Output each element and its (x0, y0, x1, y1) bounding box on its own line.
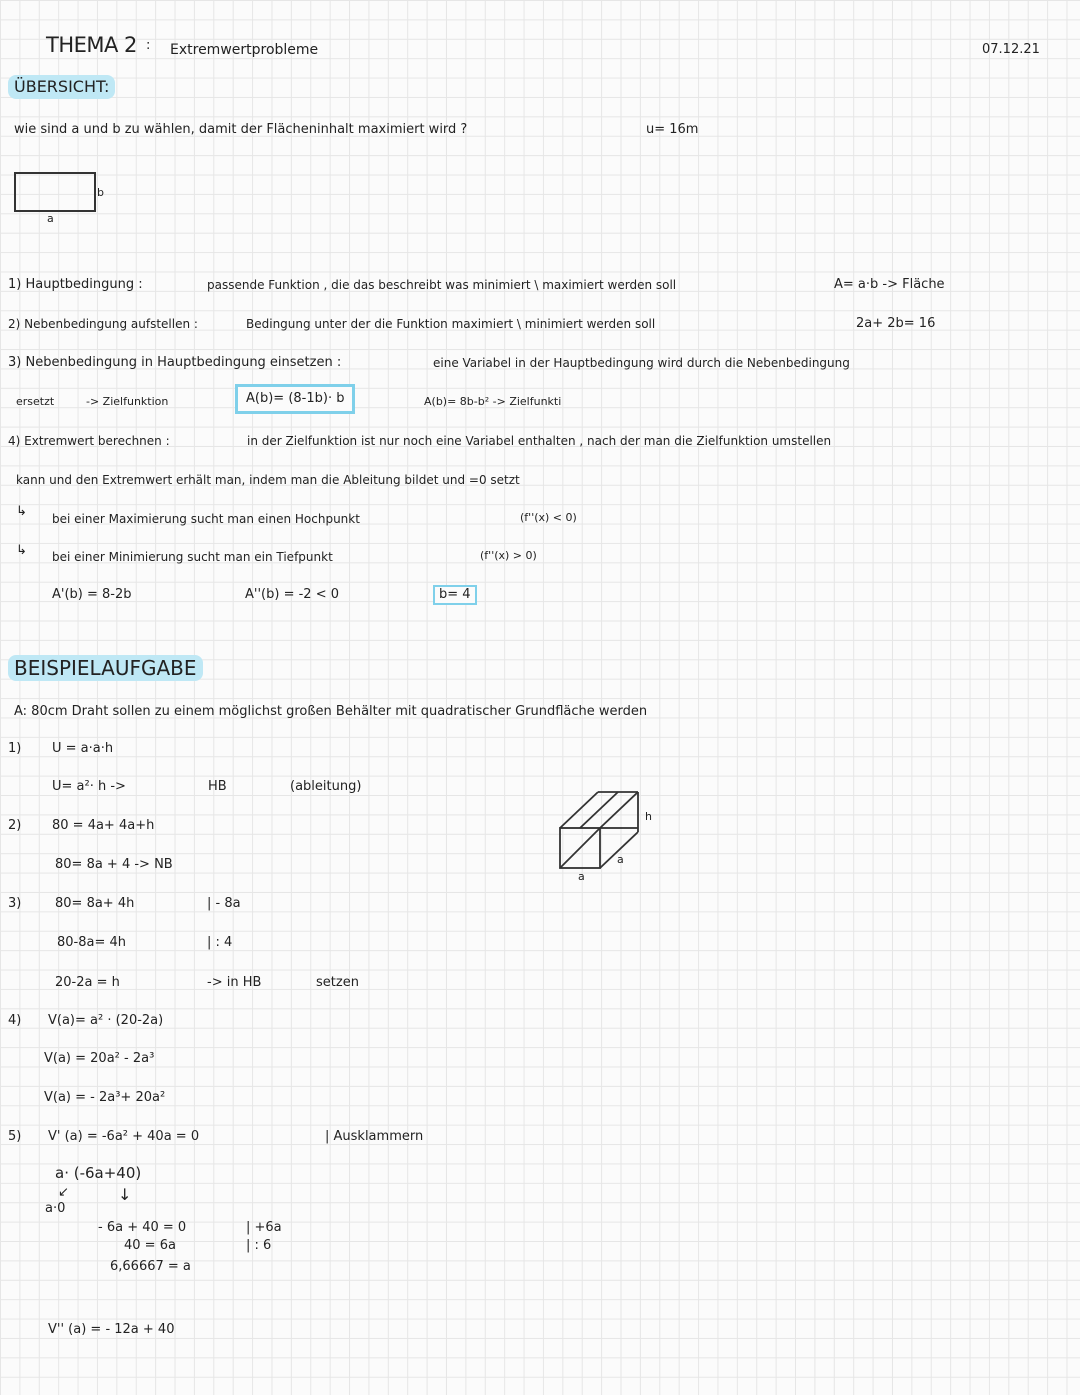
target-function-box: A(b)= (8-1b)· b (235, 384, 355, 414)
rect-label-a: a (47, 212, 54, 225)
example-line-1: U = a·a·h (52, 741, 114, 756)
step3-arrow: -> Zielfunktion (86, 395, 169, 408)
step1-formula: A= a·b -> Fläche (834, 277, 945, 292)
title-colon: : (146, 38, 151, 53)
step4-label: 4) Extremwert berechnen : (8, 434, 170, 448)
step2-formula: 2a+ 2b= 16 (856, 316, 936, 331)
example-line-9: V(a) = 20a² - 2a³ (44, 1051, 155, 1066)
step3-result: A(b)= 8b-b² -> Zielfunkti (424, 395, 562, 408)
step4-continuation: kann und den Extremwert erhält man, indem man die Ableitung bildet und =0 setzt (16, 473, 520, 487)
example-line-5: 80= 8a+ 4h (55, 896, 135, 911)
example-heading: BEISPIELAUFGABE (8, 655, 203, 681)
example-line-7-note: setzen (316, 975, 359, 990)
example-step1-number: 1) (8, 741, 22, 756)
maximization-condition: (f''(x) < 0) (520, 511, 577, 524)
example-line-7-arrow: -> in HB (207, 975, 262, 990)
example-line-15-operation: | : 6 (246, 1238, 272, 1253)
example-line-16: 6,66667 = a (110, 1259, 191, 1274)
example-line-11: V' (a) = -6a² + 40a = 0 (48, 1129, 200, 1144)
example-line-17: V'' (a) = - 12a + 40 (48, 1322, 175, 1337)
example-line-3: 80 = 4a+ 4a+h (52, 818, 155, 833)
example-line-15: 40 = 6a (124, 1238, 176, 1253)
example-line-14-operation: | +6a (246, 1220, 282, 1235)
maximization-text: bei einer Maximierung sucht man einen Hochpunkt (52, 512, 360, 526)
minimization-text: bei einer Minimierung sucht man ein Tiefpunkt (52, 550, 333, 564)
arrow-icon-min: ↳ (16, 543, 27, 558)
overview-question: wie sind a und b zu wählen, damit der Flächeninhalt maximiert wird ? (14, 122, 468, 137)
page-subtitle: Extremwertprobleme (170, 42, 319, 58)
example-task: A: 80cm Draht sollen zu einem möglichst großen Behälter mit quadratischer Grundfläche werden (14, 704, 648, 719)
rectangle-sketch (14, 172, 96, 212)
overview-heading: ÜBERSICHT: (8, 75, 115, 99)
cuboid-label-h: h (645, 810, 652, 823)
date-label: 07.12.21 (982, 42, 1040, 57)
first-derivative: A'(b) = 8-2b (52, 587, 132, 602)
example-step3-number: 3) (8, 896, 22, 911)
example-line-10: V(a) = - 2a³+ 20a² (44, 1090, 166, 1105)
arrow-icon-max: ↳ (16, 504, 27, 519)
example-line-5-operation: | - 8a (207, 896, 241, 911)
example-line-14: - 6a + 40 = 0 (98, 1220, 187, 1235)
example-line-2: U= a²· h -> (52, 779, 126, 794)
example-line-6-operation: | : 4 (207, 935, 233, 950)
example-line-8: V(a)= a² · (20-2a) (48, 1013, 164, 1028)
result-box: b= 4 (433, 585, 477, 605)
perimeter-value: u= 16m (646, 122, 699, 137)
minimization-condition: (f''(x) > 0) (480, 549, 537, 562)
step2-text: Bedingung unter der die Funktion maximiert \ minimiert werden soll (246, 317, 656, 331)
example-step2-number: 2) (8, 818, 22, 833)
cuboid-label-a-right: a (617, 853, 624, 866)
step4-text: in der Zielfunktion ist nur noch eine Variabel enthalten , nach der man die Zielfunktion umstellen (247, 434, 832, 448)
page-title: THEMA 2 (46, 33, 137, 57)
cuboid-sketch (556, 786, 646, 876)
rect-label-b: b (97, 186, 104, 199)
example-step4-number: 4) (8, 1013, 22, 1028)
arrow-down-left-icon: ↙ (58, 1185, 69, 1200)
step2-label: 2) Nebenbedingung aufstellen : (8, 317, 198, 331)
example-line-4: 80= 8a + 4 -> NB (55, 857, 173, 872)
step1-text: passende Funktion , die das beschreibt was minimiert \ maximiert werden soll (207, 278, 677, 292)
arrow-down-icon: ↓ (118, 1185, 132, 1204)
step3-text: eine Variabel in der Hauptbedingung wird durch die Nebenbedingung (433, 356, 850, 370)
step3-continuation: ersetzt (16, 395, 55, 408)
cuboid-label-a-bottom: a (578, 870, 585, 883)
step3-label: 3) Nebenbedingung in Hauptbedingung einsetzen : (8, 355, 342, 370)
second-derivative: A''(b) = -2 < 0 (245, 587, 339, 602)
example-line-11-note: | Ausklammern (325, 1129, 424, 1144)
example-line-7: 20-2a = h (55, 975, 120, 990)
step1-label: 1) Hauptbedingung : (8, 277, 143, 292)
example-line-6: 80-8a= 4h (57, 935, 127, 950)
example-step5-number: 5) (8, 1129, 22, 1144)
derivative-note: (ableitung) (290, 779, 362, 794)
example-line-13: a·0 (45, 1201, 66, 1216)
example-line-12: a· (-6a+40) (55, 1164, 142, 1182)
main-condition-label: HB (208, 779, 227, 794)
